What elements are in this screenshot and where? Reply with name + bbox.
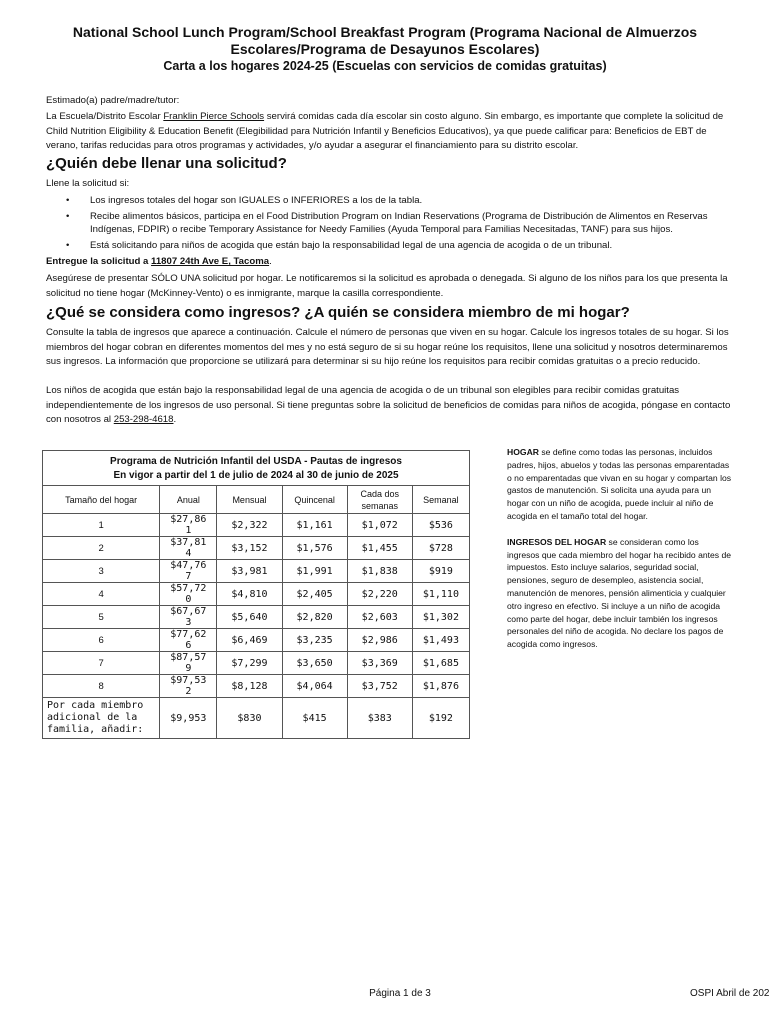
deliver-address: 11807 24th Ave E, Tacoma xyxy=(151,256,270,267)
table-cell: $9,953 xyxy=(160,698,217,739)
table-cell: $27,86 1 xyxy=(160,514,217,537)
table-row xyxy=(43,629,470,652)
page-subtitle: Carta a los hogares 2024-25 (Escuelas con servicios de comidas gratuitas) xyxy=(163,59,607,73)
table-cell: $1,493 xyxy=(412,629,469,652)
table-cell: $1,110 xyxy=(412,583,469,606)
table-cell: $4,064 xyxy=(282,675,347,698)
table-cell: 8 xyxy=(43,675,160,698)
table-row-additional xyxy=(43,698,470,739)
table-cell: $6,469 xyxy=(217,629,282,652)
table-cell: $536 xyxy=(412,514,469,537)
ingresos-text: se consideran como los ingresos que cada miembro del hogar ha recibido antes de impuestos. Esto incluye salarios, seguridad social, pensiones, seguro de desempleo, asistencia social, manutención de menores, pensión alimenticia y cualquier otro ingreso en efectivo. Si incluye a un niño de acogida como parte del hogar, debe incluir también los ingresos personales del niño de acogida. No declare los pagos de acogida como ingresos. xyxy=(507,536,732,650)
table-cell: $192 xyxy=(412,698,469,739)
list-item: • Los ingresos totales del hogar son IGUALES o INFERIORES a los de la tabla. xyxy=(46,194,736,208)
table-cell: $2,986 xyxy=(347,629,412,652)
table-row xyxy=(43,514,470,537)
intro-text-rest: servirá comidas cada día escolar sin costo alguno. Sin embargo, es importante que complete la solicitud de Child Nutrition Eligibility & Education Benefit (Elegibilidad para Nutrición Infantil y Beneficios Educativos), ya que puede calificar para: Beneficios de EBT de verano, tarifas reducidas para otros programas y actividades, y/o ayudar a asegurar el financiamiento para su distrito escolar. xyxy=(46,111,724,151)
table-cell: $1,455 xyxy=(347,537,412,560)
table-cell: $383 xyxy=(347,698,412,739)
note-paragraph: Asegúrese de presentar SÓLO UNA solicitud por hogar. Le notificaremos si la solicitud es aprobada o denegada. Si alguno de los niños para los que presenta la solicitud no tiene hogar (McKinney-Vento) o es inmigrante, marque la casilla correspondiente. xyxy=(46,273,728,299)
table-cell: $47,76 7 xyxy=(160,560,217,583)
table-caption-line2: En vigor a partir del 1 de julio de 2024 al 30 de junio de 2025 xyxy=(113,470,399,481)
table-cell: $5,640 xyxy=(217,606,282,629)
deliver-line xyxy=(46,255,736,270)
table-cell: 7 xyxy=(43,652,160,675)
table-row xyxy=(43,675,470,698)
phone-link[interactable]: 253-298-4618 xyxy=(113,414,174,425)
table-cell: $1,576 xyxy=(282,537,347,560)
table-cell: $1,838 xyxy=(347,560,412,583)
deliver-label: Entregue la solicitud a xyxy=(46,256,152,267)
section-lead: Llene la solicitud si: xyxy=(46,178,130,189)
list-item: • Está solicitando para niños de acogida que están bajo la responsabilidad legal de una agencia de acogida o de un tribunal. xyxy=(46,239,736,253)
income-paragraph: Consulte la tabla de ingresos que aparece a continuación. Calcule el número de personas que viven en su hogar. Calcule los ingresos totales de su hogar. Si los miembros del hogar cobran en diferentes momentos del mes y no está seguro de si su hogar reúne los requisitos, llene una solicitud y nosotros determinaremos sus ingresos. La información que proporcione se utilizará para determinar si su hijo reúne los requisitos para recibir comidas gratuitas o a precio reducido. xyxy=(46,327,729,367)
table-cell: $3,152 xyxy=(217,537,282,560)
foster-text: Los niños de acogida que están bajo la responsabilidad legal de una agencia de acogida o de un tribunal son elegibles para recibir comidas gratuitas independientemente de los ingresos de uso personal. Si tiene preguntas sobre la solicitud de beneficios de comidas para niños de acogida, póngase en contacto con nosotros al xyxy=(46,385,731,425)
table-cell: $1,161 xyxy=(282,514,347,537)
table-cell: $77,62 6 xyxy=(160,629,217,652)
header-annual: Anual xyxy=(160,486,217,514)
definitions-sidebar xyxy=(507,446,732,664)
table-cell: $3,369 xyxy=(347,652,412,675)
table-cell: $1,302 xyxy=(412,606,469,629)
district-name: Franklin Pierce Schools xyxy=(163,111,265,122)
table-cell: $919 xyxy=(412,560,469,583)
table-cell: $3,752 xyxy=(347,675,412,698)
table-cell: $1,991 xyxy=(282,560,347,583)
table-row xyxy=(43,537,470,560)
foster-paragraph xyxy=(46,384,736,428)
table-cell: $67,67 3 xyxy=(160,606,217,629)
table-cell: $2,322 xyxy=(217,514,282,537)
table-cell: $2,220 xyxy=(347,583,412,606)
foster-end: . xyxy=(173,414,177,425)
table-caption xyxy=(43,451,470,486)
table-cell: $2,820 xyxy=(282,606,347,629)
table-cell: $87,57 9 xyxy=(160,652,217,675)
table-row xyxy=(43,606,470,629)
table-cell: $3,650 xyxy=(282,652,347,675)
table-cell: $37,81 4 xyxy=(160,537,217,560)
page-number: Página 1 de 3 xyxy=(369,988,431,999)
table-cell: $415 xyxy=(282,698,347,739)
footer-ospi: OSPI Abril de 202 xyxy=(690,988,770,999)
header-biweekly: Quincenal xyxy=(282,486,347,514)
deliver-end: . xyxy=(269,256,272,267)
eligibility-list xyxy=(46,194,736,254)
section-heading-income: ¿Qué se considera como ingresos? ¿A quién se considera miembro de mi hogar? xyxy=(46,304,630,321)
table-cell: $97,53 2 xyxy=(160,675,217,698)
intro-paragraph xyxy=(46,110,736,154)
table-cell: $57,72 0 xyxy=(160,583,217,606)
table-cell: $8,128 xyxy=(217,675,282,698)
table-cell: 3 xyxy=(43,560,160,583)
list-item: • Recibe alimentos básicos, participa en el Food Distribution Program on Indian Reservations (Programa de Distribución de Alimentos en Reservas Indígenas, FDPIR) o recibe Temporary Assistance for Needy Families (Ayuda Temporal para Familias Necesitadas, TANF) para sus hijos. xyxy=(46,210,736,237)
table-caption-line1: Programa de Nutrición Infantil del USDA - Pautas de ingresos xyxy=(110,456,402,467)
ingresos-definition xyxy=(507,536,732,651)
table-cell: 4 xyxy=(43,583,160,606)
hogar-definition xyxy=(507,446,732,523)
section-heading-who: ¿Quién debe llenar una solicitud? xyxy=(46,155,287,172)
table-cell: $3,981 xyxy=(217,560,282,583)
table-cell: 1 xyxy=(43,514,160,537)
hogar-text: se define como todas las personas, incluidos padres, hijos, abuelos y todas las personas emparentadas o no emparentadas que vivan en su hogar y compartan los gastos de manutención. Si solicita una ayuda para un hogar con un niño de acogida, puede incluir al niño de acogida en el tamaño total del hogar. xyxy=(507,447,732,521)
table-cell: $1,876 xyxy=(412,675,469,698)
table-row xyxy=(43,560,470,583)
table-row xyxy=(43,652,470,675)
page-title: National School Lunch Program/School Breakfast Program (Programa Nacional de Almuerzos Escolares/Programa de Desayunos Escolares) xyxy=(72,24,698,57)
table-cell: $1,072 xyxy=(347,514,412,537)
table-cell: 5 xyxy=(43,606,160,629)
table-cell: 6 xyxy=(43,629,160,652)
table-cell: $3,235 xyxy=(282,629,347,652)
header-weekly: Semanal xyxy=(412,486,469,514)
hogar-term: HOGAR xyxy=(507,447,539,457)
header-every-two-weeks: Cada dos semanas xyxy=(347,486,412,514)
table-cell: $2,405 xyxy=(282,583,347,606)
table-cell: $4,810 xyxy=(217,583,282,606)
table-cell: $728 xyxy=(412,537,469,560)
header-monthly: Mensual xyxy=(217,486,282,514)
ingresos-term: INGRESOS DEL HOGAR xyxy=(507,536,607,547)
table-row xyxy=(43,583,470,606)
income-guidelines-table xyxy=(42,450,470,739)
table-cell: $1,685 xyxy=(412,652,469,675)
table-cell: $830 xyxy=(217,698,282,739)
table-cell: $2,603 xyxy=(347,606,412,629)
greeting: Estimado(a) padre/madre/tutor: xyxy=(46,95,180,106)
table-cell: 2 xyxy=(43,537,160,560)
table-cell: $7,299 xyxy=(217,652,282,675)
intro-text-start: La Escuela/Distrito Escolar xyxy=(46,111,164,122)
table-cell: Por cada miembro adicional de la familia, añadir: xyxy=(43,698,160,739)
header-household-size: Tamaño del hogar xyxy=(43,486,160,514)
